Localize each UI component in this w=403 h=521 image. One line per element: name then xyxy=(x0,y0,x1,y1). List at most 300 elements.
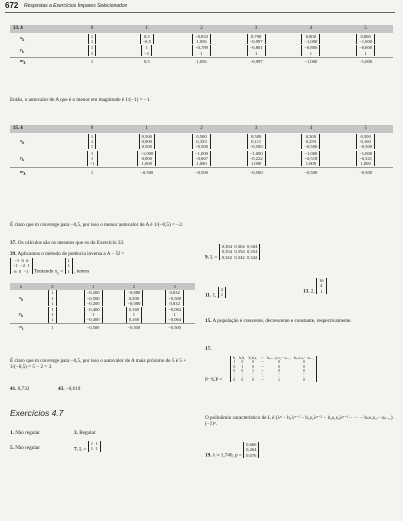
matrix-entry: 1 xyxy=(90,133,94,139)
k-value: 3 xyxy=(229,125,284,133)
ex35-table xyxy=(10,125,393,177)
y-cell xyxy=(119,45,174,57)
k-value: 0 xyxy=(65,125,120,133)
matrix-entry: 0,076 xyxy=(246,452,257,458)
y-cell xyxy=(32,306,73,323)
x-row xyxy=(10,290,195,306)
matrix-entry: 0,500 xyxy=(141,133,152,139)
matrix-entry: −0,518 xyxy=(304,155,318,161)
matrix-entry: 0 xyxy=(233,368,236,373)
matrix-entry: 1 xyxy=(90,50,94,56)
m-cell: −1,000 xyxy=(338,57,393,66)
matrix-entry: 0,160 xyxy=(360,138,371,144)
matrix-entry: 0 xyxy=(278,364,280,369)
x-vector xyxy=(247,134,266,150)
ex9 xyxy=(205,244,260,261)
matrix-entry: 1,056 xyxy=(196,38,207,44)
matrix-entry: −0,500 xyxy=(304,144,318,150)
matrix-entry: b₃b₂s₁ xyxy=(248,356,258,360)
x-vector xyxy=(192,134,211,150)
x-cell xyxy=(119,133,174,150)
y-label: $y_k$ xyxy=(20,154,24,162)
matrix-entry: 0 xyxy=(303,364,305,369)
y-cell xyxy=(154,306,195,323)
matrix-entry: −1,000 xyxy=(304,150,318,156)
matrix-entry: ⋮ xyxy=(240,373,245,378)
m-cell: −0,500 xyxy=(119,168,174,177)
ex39-tail: , temos xyxy=(74,268,90,275)
matrix-entry: 0 xyxy=(252,360,254,365)
ex35-conclusion: É claro que m converge para −0,5, por isso o menor autovalor de A é 1/(−0,5) = −2. xyxy=(10,222,184,228)
matrix-entry: 1 xyxy=(90,33,94,39)
matrix-entry: 0,333 xyxy=(196,138,207,144)
ex37-text: Os cálculos são os mesmos que os do Exercício 33. xyxy=(17,240,125,246)
matrix-entry: 0,500 xyxy=(360,133,371,139)
ex11-value: 1, xyxy=(212,292,217,299)
ex19-number: 19. xyxy=(205,452,212,459)
matrix-entry: 0,500 xyxy=(141,144,152,150)
matrix-entry: 1 xyxy=(241,364,244,369)
y-cell xyxy=(284,150,339,168)
x-cell xyxy=(65,33,120,45)
matrix-entry: 1 xyxy=(200,50,203,56)
matrix-entry: 0,264 xyxy=(246,447,257,453)
matrix-entry: 1 xyxy=(90,45,94,51)
x-vector xyxy=(247,34,266,45)
matrix-entry: 4 xyxy=(320,283,323,289)
m-label: $m_k$ xyxy=(10,323,32,331)
matrix-entry: 1 xyxy=(173,312,176,318)
ex7-text: L = xyxy=(79,446,87,453)
y-cell xyxy=(114,306,155,323)
matrix-entry: 1 xyxy=(90,38,94,44)
y-vector xyxy=(247,45,266,56)
ex19 xyxy=(205,442,259,459)
ex9-text: L = xyxy=(210,254,218,261)
m-cell: −0,500 xyxy=(154,323,195,331)
exercise-number: 35. k xyxy=(10,125,65,133)
ex7-matrix xyxy=(88,441,101,452)
matrix-entry: 0 xyxy=(241,360,244,365)
ex5-number: 5. xyxy=(10,445,14,451)
matrix-entry: −0,200 xyxy=(86,290,100,296)
ex17-number-wrap xyxy=(205,346,211,352)
y-cell xyxy=(65,45,120,57)
header-row xyxy=(10,25,393,33)
y-cell xyxy=(338,150,393,168)
k-value: 2 xyxy=(174,25,229,33)
matrix-entry: 0 xyxy=(233,377,236,382)
ex37-number: 37. xyxy=(10,240,17,246)
matrix-entry: −0,800 xyxy=(359,45,373,51)
y-vector xyxy=(165,307,184,323)
matrix-entry: 1 xyxy=(51,312,54,318)
ex37 xyxy=(10,240,200,246)
ex15 xyxy=(205,318,395,324)
ex1-number: 1. xyxy=(10,430,14,436)
y-vector xyxy=(356,45,375,56)
x-vector xyxy=(356,34,375,45)
k-label: k xyxy=(10,283,32,290)
k-value: 1 xyxy=(119,125,174,133)
m-cell: −1,000 xyxy=(284,57,339,66)
ex39-table xyxy=(10,283,195,332)
y-cell xyxy=(229,150,284,168)
x-cell xyxy=(229,133,284,150)
matrix-entry: 0,500 xyxy=(305,133,317,139)
matrix-entry: −1,000 xyxy=(194,150,208,156)
matrix-row: −1 0 6 xyxy=(14,258,29,263)
ex39-taking: Tomando x xyxy=(33,268,58,275)
matrix-entry: 1 xyxy=(309,50,312,56)
matrix-entry: 1,000 xyxy=(141,161,152,167)
x-row xyxy=(10,33,393,45)
matrix-entry: −0,997 xyxy=(249,38,263,44)
y-vector xyxy=(301,45,320,56)
matrix-entry: ⋯ xyxy=(260,360,265,365)
header-row xyxy=(10,125,393,133)
y-cell xyxy=(229,45,284,57)
page-header xyxy=(0,0,403,16)
ex39-matrix xyxy=(10,258,33,274)
ex15-number: 15. xyxy=(205,318,212,324)
ex39-x0-vector xyxy=(65,258,73,274)
matrix-entry: 16 xyxy=(318,278,324,283)
x-vector xyxy=(301,134,320,150)
matrix-entry: ⋮ xyxy=(251,373,255,378)
m-cell: −0,500 xyxy=(284,168,339,177)
ex17-lhs: P⁻¹LP = xyxy=(205,377,223,383)
y-row xyxy=(10,306,195,323)
matrix-entry: −0,080 xyxy=(127,290,141,296)
ex41-value: 0,732 xyxy=(17,386,30,392)
matrix-entry: 1 xyxy=(132,312,136,318)
matrix-entry: 0 xyxy=(252,364,254,369)
matrix-entry: b₂b₁ xyxy=(239,356,246,360)
matrix-row: 0,342 0,342 0,342 xyxy=(221,254,258,260)
x-vector xyxy=(301,34,320,45)
ex13 xyxy=(303,278,327,295)
matrix-entry: 1 xyxy=(255,50,258,56)
matrix-entry: −0,667 xyxy=(194,155,208,161)
matrix-entry: −0,5 xyxy=(142,38,151,44)
x-vector xyxy=(124,290,143,306)
matrix-entry: −0,064 xyxy=(168,306,182,312)
ex13-number: 13. xyxy=(303,288,310,295)
matrix-entry: 1 xyxy=(90,144,94,150)
m-cell: −0,997 xyxy=(229,57,284,66)
x-cell xyxy=(119,33,174,45)
matrix-row: 1 1 xyxy=(90,441,98,446)
ex9-matrix xyxy=(219,244,261,260)
matrix-entry: 0,500 xyxy=(196,133,207,139)
matrix-entry: 0 xyxy=(241,377,244,382)
ex39-text: Aplicamos o método de potência inversa a A − 5I = xyxy=(17,251,125,257)
matrix-entry: 0,000 xyxy=(141,138,152,144)
matrix-entry: −0,789 xyxy=(194,45,208,51)
header-row xyxy=(10,283,195,290)
matrix-entry: ⋮ xyxy=(277,373,281,378)
x-vector xyxy=(84,290,103,306)
matrix-entry: −0,500 xyxy=(194,144,208,150)
ex11-number: 11. xyxy=(205,292,212,299)
ex9-number: 9. xyxy=(205,254,209,261)
matrix-entry: 1 xyxy=(145,45,148,51)
matrix-entry: 0,111 xyxy=(251,138,262,144)
matrix-entry: 0,800 xyxy=(305,33,317,39)
ex41-number: 41. xyxy=(10,386,17,392)
x-vector xyxy=(356,134,375,150)
matrix-entry: −1 xyxy=(89,161,95,167)
ex7 xyxy=(74,441,101,453)
matrix-row: 0,354 0,354 0,354 xyxy=(221,249,258,255)
matrix-entry: b₍ₙ₎s₁s₂⋯sₙ₋₁ xyxy=(293,356,314,360)
x-vector xyxy=(140,34,154,45)
k-value: 2 xyxy=(174,125,229,133)
matrix-entry: −1,000 xyxy=(304,38,318,44)
matrix-entry: 1 xyxy=(91,312,95,318)
matrix-entry: 1 xyxy=(67,268,70,274)
y-cell xyxy=(174,150,229,168)
header-rule xyxy=(5,12,395,13)
matrix-entry: ⋱ xyxy=(260,373,265,378)
k-value: 5 xyxy=(338,125,393,133)
matrix-entry: 0,000 xyxy=(141,155,152,161)
y-row xyxy=(10,45,393,57)
x-cell xyxy=(114,290,155,306)
x-vector xyxy=(139,134,155,150)
ex17-number: 17. xyxy=(205,346,212,352)
ex13-value: 2, xyxy=(310,288,315,295)
x-cell xyxy=(284,133,339,150)
matrix-row: 1 1 xyxy=(90,446,98,452)
x-vector xyxy=(88,34,96,45)
y-vector xyxy=(247,151,266,167)
m-cell: 1,056 xyxy=(174,57,229,66)
ex5 xyxy=(10,445,40,451)
matrix-entry: 0,500 xyxy=(128,295,140,301)
m-cell: 1 xyxy=(32,323,73,331)
y-vector xyxy=(141,45,152,56)
ex19-text: λ ≈ 1,746, p = xyxy=(212,452,242,459)
ex1 xyxy=(10,430,40,436)
ex1-text: Não regular xyxy=(15,430,40,436)
x-vector xyxy=(165,290,184,306)
x-cell xyxy=(338,33,393,45)
matrix-entry: 0 xyxy=(241,368,244,373)
m-cell: 0,5 xyxy=(119,57,174,66)
matrix-entry: 1 xyxy=(90,138,94,144)
matrix-entry: 0 xyxy=(278,360,280,365)
x-label: $x_k$ xyxy=(20,35,25,43)
matrix-entry: −0,222 xyxy=(249,155,263,161)
ex17-poly: O polinômio característico de L é (λⁿ − b₁λⁿ⁻¹ − b₂s₁λⁿ⁻² − b₃s₁s₂λⁿ⁻³ − ⋯ − bₙs₁s₂⋯sₙ₋₁)(−1)ⁿ. xyxy=(205,415,393,428)
k-value: 0 xyxy=(65,25,120,33)
matrix-entry: −0,080 xyxy=(127,300,141,306)
ex43-number: 43. xyxy=(58,386,65,392)
m-row xyxy=(10,168,393,177)
m-cell: −0,500 xyxy=(229,168,284,177)
x-vector xyxy=(88,134,96,150)
matrix-entry: −1,000 xyxy=(249,150,263,156)
matrix-row: 6 0 −1 xyxy=(14,268,29,274)
ex39-conclusion: É claro que m converge para −0,5, por isso o autovalor de A mais próximo de 5 é 5 + 1/(−0,5) = 5 − 2 = 3. xyxy=(10,358,187,371)
ex7-number: 7. xyxy=(74,446,78,453)
m-cell: 1 xyxy=(65,57,120,66)
y-label: $y_k$ xyxy=(20,46,24,54)
matrix-entry: 0,160 xyxy=(128,306,140,312)
m-cell: −0,500 xyxy=(114,323,155,331)
x-cell xyxy=(32,290,73,306)
matrix-entry: 1 xyxy=(51,300,54,306)
matrix-entry: 1 xyxy=(220,292,223,298)
matrix-entry: −0,064 xyxy=(168,317,182,323)
matrix-entry: 1 xyxy=(90,155,94,161)
ex33-conclusion: Então, o autovalor de A que é o menor em magnitude é 1/(−1) = −1. xyxy=(10,97,151,103)
matrix-entry: 2 xyxy=(220,287,223,292)
ex11 xyxy=(205,287,226,299)
k-value: 3 xyxy=(229,25,284,33)
matrix-entry: 1,000 xyxy=(250,161,262,167)
y-vector xyxy=(88,45,96,56)
matrix-entry: ⋯ xyxy=(260,356,265,360)
matrix-entry: 1 xyxy=(67,258,70,263)
x-cell xyxy=(65,133,120,150)
m-cell: 1 xyxy=(65,168,120,177)
ex19-vector xyxy=(243,442,259,458)
k-value: 2 xyxy=(114,283,155,290)
matrix-row xyxy=(231,378,317,382)
m-cell: −0,500 xyxy=(73,323,114,331)
x-cell xyxy=(338,133,393,150)
matrix-entry: 1,000 xyxy=(360,161,371,167)
matrix-entry: −0,800 xyxy=(304,45,318,51)
y-vector xyxy=(301,151,320,167)
y-vector xyxy=(192,45,211,56)
running-title: Respostas a Exercícios Ímpares Selecionados xyxy=(24,3,128,9)
matrix-entry: 0 xyxy=(252,377,254,382)
matrix-entry: 1 xyxy=(90,150,94,156)
matrix-entry: 1 xyxy=(364,50,367,56)
y-row xyxy=(10,150,393,168)
matrix-entry: −0,500 xyxy=(359,144,373,150)
matrix-entry: −0,400 xyxy=(86,306,100,312)
matrix-entry: −0,500 xyxy=(168,295,182,301)
x-cell xyxy=(174,133,229,150)
x-vector xyxy=(48,290,56,306)
matrix-entry: 0 xyxy=(278,368,280,373)
matrix-entry: −1 xyxy=(144,50,150,56)
matrix-entry: 1,000 xyxy=(196,161,207,167)
x-row xyxy=(10,133,393,150)
matrix-entry: 1 xyxy=(51,317,54,323)
matrix-entry: 1 xyxy=(233,360,236,365)
y-vector xyxy=(84,307,103,323)
y-vector xyxy=(126,307,142,323)
matrix-row: −1 −2 1 xyxy=(13,263,30,269)
matrix-entry: ⋮ xyxy=(302,373,306,378)
matrix-entry: 0 xyxy=(303,360,305,365)
matrix-entry: ⋯ xyxy=(260,364,265,369)
x-cell xyxy=(229,33,284,45)
ex11-vector xyxy=(218,287,226,298)
y-vector xyxy=(87,151,98,167)
ex39-intro xyxy=(10,251,200,257)
ex17-matrix xyxy=(230,356,317,382)
ex3 xyxy=(74,430,96,436)
matrix-entry: 1 xyxy=(252,368,254,373)
exercise-number: 33. k xyxy=(10,25,65,33)
matrix-entry: −0,801 xyxy=(249,45,263,51)
y-label: $y_k$ xyxy=(19,311,23,318)
ex39-number: 39. xyxy=(10,251,17,257)
matrix-entry: ⋮ xyxy=(232,373,237,378)
matrix-entry: 1 xyxy=(67,263,70,269)
matrix-entry: 1 xyxy=(51,290,54,296)
m-label: $m_k$ xyxy=(10,57,65,66)
ex33-table xyxy=(10,25,393,66)
ex41 xyxy=(10,386,29,392)
matrix-entry: −0,833 xyxy=(194,33,208,39)
matrix-entry: 0 xyxy=(233,364,236,369)
y-cell xyxy=(174,45,229,57)
k-value: 5 xyxy=(338,25,393,33)
m-row xyxy=(10,323,195,331)
m-cell: −0,500 xyxy=(174,168,229,177)
matrix-entry: ⋯ xyxy=(260,377,265,382)
y-vector xyxy=(137,151,156,167)
x-cell xyxy=(284,33,339,45)
y-vector xyxy=(192,151,211,167)
matrix-entry: 1 xyxy=(51,295,54,301)
matrix-entry: 0,259 xyxy=(305,138,317,144)
matrix-entry: −0,500 xyxy=(86,295,100,301)
y-cell xyxy=(73,306,114,323)
y-cell xyxy=(284,45,339,57)
matrix-entry: −0,200 xyxy=(86,300,100,306)
y-cell xyxy=(119,150,174,168)
matrix-entry: 1,000 xyxy=(305,161,317,167)
m-label: $m_k$ xyxy=(10,168,65,177)
x-label: $x_k$ xyxy=(20,137,25,145)
ex13-vector xyxy=(316,278,327,294)
x-cell xyxy=(154,290,195,306)
k-value: 1 xyxy=(119,25,174,33)
y-cell xyxy=(338,45,393,57)
matrix-entry: 0 xyxy=(303,368,305,373)
x-label: $x_k$ xyxy=(18,294,24,302)
k-value: 4 xyxy=(284,25,339,33)
matrix-entry: 0,660 xyxy=(246,442,257,447)
k-value: 0 xyxy=(32,283,73,290)
matrix-entry: 0,800 xyxy=(360,33,371,39)
x-cell xyxy=(174,33,229,45)
matrix-entry: 1 xyxy=(320,288,323,294)
ex15-text: A população é crescente, decrescente e constante, respectivamente. xyxy=(212,318,352,324)
matrix-entry: 1 xyxy=(278,377,280,382)
k-value: 4 xyxy=(284,125,339,133)
ex39-matrix-line: −1 0 6 −1 −2 1 6 0 −1 Tomando $x_0$ = 1 1 1 , temos xyxy=(10,258,89,276)
matrix-entry: 0,798 xyxy=(250,33,262,39)
matrix-entry: −0,400 xyxy=(86,317,100,323)
matrix-entry: 0,032 xyxy=(169,300,180,306)
matrix-entry: −0,500 xyxy=(249,144,263,150)
m-row xyxy=(10,57,393,66)
k-value: 1 xyxy=(73,283,114,290)
m-cell: −0,500 xyxy=(338,168,393,177)
x-cell xyxy=(73,290,114,306)
matrix-entry: b₍ₙ₋₁₎s₁s₂⋯sₙ₋₂ xyxy=(267,356,291,360)
